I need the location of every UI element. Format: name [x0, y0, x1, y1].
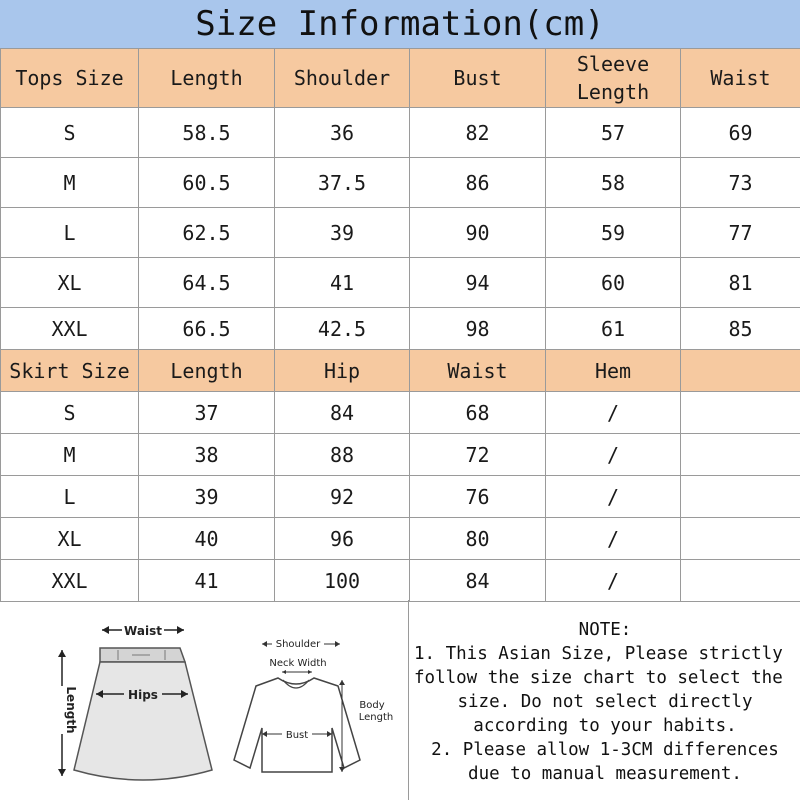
table-row — [1, 476, 800, 518]
table-cell: 40 — [139, 518, 275, 560]
note-box — [410, 618, 800, 800]
table-cell: XL — [1, 258, 139, 308]
tops-header-row — [1, 49, 800, 108]
table-row — [1, 158, 800, 208]
shoulder-label: Shoulder — [276, 639, 321, 650]
table-cell: XL — [1, 518, 139, 560]
table-cell: 80 — [410, 518, 546, 560]
skirt-length-header: Length — [139, 350, 275, 392]
tops-size-header: Tops Size — [1, 49, 139, 108]
waist-label: Waist — [124, 624, 162, 638]
table-cell: 68 — [410, 392, 546, 434]
table-cell: 57 — [546, 108, 681, 158]
table-cell: 41 — [275, 258, 410, 308]
table-cell: 42.5 — [275, 308, 410, 350]
table-cell — [681, 476, 800, 518]
table-cell: 39 — [139, 476, 275, 518]
table-cell: 37 — [139, 392, 275, 434]
hips-label: Hips — [128, 688, 158, 702]
sleeve-label: Sleeve — [546, 50, 680, 78]
measurement-diagram — [0, 600, 409, 800]
table-cell: S — [1, 392, 139, 434]
skirt-hem-header: Hem — [546, 350, 681, 392]
table-cell — [681, 392, 800, 434]
info-section — [0, 600, 800, 800]
table-cell: 37.5 — [275, 158, 410, 208]
body-length-label: Length — [359, 712, 394, 723]
note-line: follow the size chart to select the — [410, 666, 800, 690]
skirt-header-row — [1, 350, 800, 392]
table-cell: 82 — [410, 108, 546, 158]
table-cell: 98 — [410, 308, 546, 350]
table-cell: 100 — [275, 560, 410, 602]
table-cell: 92 — [275, 476, 410, 518]
table-cell: / — [546, 434, 681, 476]
table-cell: 76 — [410, 476, 546, 518]
table-cell: 90 — [410, 208, 546, 258]
tops-shoulder-header: Shoulder — [275, 49, 410, 108]
table-cell: XXL — [1, 560, 139, 602]
note-line: 2. Please allow 1-3CM differences — [410, 738, 800, 762]
table-cell: 61 — [546, 308, 681, 350]
page-title: Size Information(cm) — [0, 0, 800, 49]
table-row — [1, 392, 800, 434]
table-cell: / — [546, 560, 681, 602]
neck-width-label: Neck Width — [269, 658, 326, 669]
table-row — [1, 434, 800, 476]
table-cell: 60 — [546, 258, 681, 308]
table-cell — [681, 560, 800, 602]
table-row — [1, 518, 800, 560]
sleeve-length-label: Length — [546, 78, 680, 106]
table-row — [1, 208, 800, 258]
table-cell: 39 — [275, 208, 410, 258]
table-cell: M — [1, 158, 139, 208]
table-cell: S — [1, 108, 139, 158]
table-row — [1, 560, 800, 602]
tops-sleeve-length-header — [546, 49, 681, 108]
skirt-waist-header: Waist — [410, 350, 546, 392]
table-cell: 96 — [275, 518, 410, 560]
skirt-empty-header — [681, 350, 800, 392]
measurement-diagram-svg — [0, 600, 408, 800]
table-cell: M — [1, 434, 139, 476]
table-cell: 81 — [681, 258, 800, 308]
table-cell: 59 — [546, 208, 681, 258]
tops-bust-header: Bust — [410, 49, 546, 108]
table-cell: 86 — [410, 158, 546, 208]
skirt-size-header: Skirt Size — [1, 350, 139, 392]
table-cell: / — [546, 476, 681, 518]
bust-label: Bust — [286, 730, 308, 741]
body-label: Body — [359, 700, 384, 711]
table-cell: 66.5 — [139, 308, 275, 350]
size-table — [0, 48, 800, 602]
note-line: according to your habits. — [410, 714, 800, 738]
table-cell: 73 — [681, 158, 800, 208]
table-cell: 84 — [410, 560, 546, 602]
table-cell: 62.5 — [139, 208, 275, 258]
table-cell — [681, 518, 800, 560]
note-heading: NOTE: — [410, 618, 800, 642]
table-cell: L — [1, 476, 139, 518]
table-cell: 38 — [139, 434, 275, 476]
table-cell: XXL — [1, 308, 139, 350]
note-line: size. Do not select directly — [410, 690, 800, 714]
table-cell: 85 — [681, 308, 800, 350]
table-cell: 58.5 — [139, 108, 275, 158]
note-line: 1. This Asian Size, Please strictly — [410, 642, 800, 666]
table-row — [1, 108, 800, 158]
table-cell: 41 — [139, 560, 275, 602]
note-line: due to manual measurement. — [410, 762, 800, 786]
table-cell: 88 — [275, 434, 410, 476]
table-cell: 72 — [410, 434, 546, 476]
table-cell: / — [546, 518, 681, 560]
table-cell: 94 — [410, 258, 546, 308]
top-illustration — [234, 636, 393, 772]
table-cell: 64.5 — [139, 258, 275, 308]
table-cell: 36 — [275, 108, 410, 158]
table-cell: 60.5 — [139, 158, 275, 208]
table-row — [1, 308, 800, 350]
table-cell: 77 — [681, 208, 800, 258]
table-cell: L — [1, 208, 139, 258]
table-cell: 84 — [275, 392, 410, 434]
table-row — [1, 258, 800, 308]
skirt-illustration — [54, 621, 212, 780]
table-cell: 69 — [681, 108, 800, 158]
skirt-hip-header: Hip — [275, 350, 410, 392]
table-cell: / — [546, 392, 681, 434]
table-cell — [681, 434, 800, 476]
tops-length-header: Length — [139, 49, 275, 108]
length-label: Length — [64, 686, 78, 733]
table-cell: 58 — [546, 158, 681, 208]
tops-waist-header: Waist — [681, 49, 800, 108]
